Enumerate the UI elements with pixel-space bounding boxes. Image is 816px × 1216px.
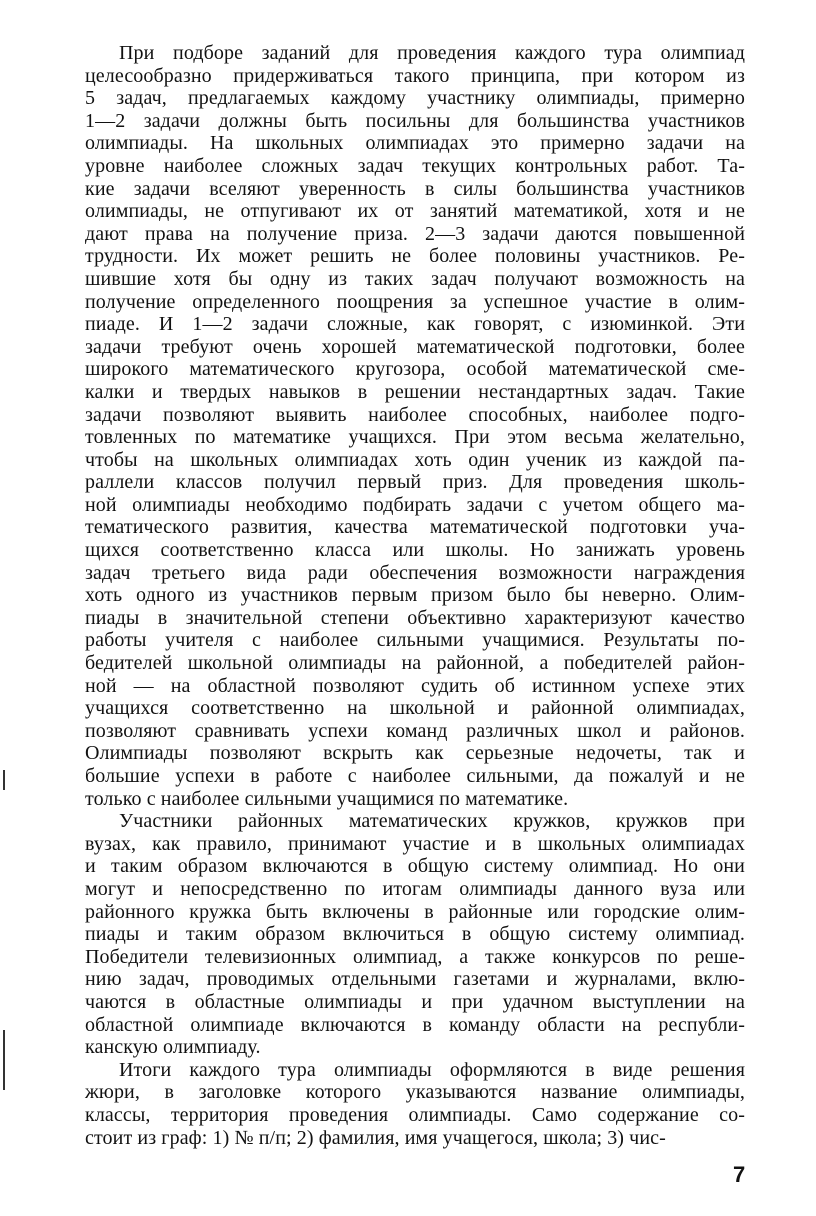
text-line: задачи требуют очень хорошей математической подготовки, более [85, 335, 745, 358]
text-line: канскую олимпиаду. [85, 1036, 261, 1059]
text-line: позволяют сравнивать успехи команд различных школ и районов. [85, 719, 745, 742]
text-line: кие задачи вселяют уверенность в силы большинства участников [85, 177, 745, 200]
text-line: трудности. Их может решить не более половины участников. Ре- [85, 245, 745, 268]
text-line: дают права на получение приза. 2—3 задачи даются повышенной [85, 222, 745, 245]
text-line: раллели классов получил первый приз. Для проведения школь- [85, 471, 745, 494]
text-line: работы учителя с наиболее сильными учащимися. Результаты по- [85, 629, 745, 652]
text-line: могут и непосредственно по итогам олимпиады данного вуза или [85, 877, 745, 900]
text-line: уровне наиболее сложных задач текущих контрольных работ. Та- [85, 154, 745, 177]
text-line: областной олимпиаде включаются в команду области на республи- [85, 1013, 745, 1036]
text-line: 5 задач, предлагаемых каждому участнику олимпиады, примерно [85, 87, 745, 110]
text-line: шившие хотя бы одну из таких задач получают возможность на [85, 267, 745, 290]
text-line: и таким образом включаются в общую систему олимпиад. Но они [85, 855, 745, 878]
text-line: целесообразно придерживаться такого принципа, при котором из [85, 64, 745, 87]
text-line: олимпиады. На школьных олимпиадах это примерно задачи на [85, 132, 745, 155]
text-line: При подборе заданий для проведения каждого тура олимпиад [119, 42, 745, 64]
text-line: только с наиболее сильными учащимися по математике. [85, 787, 569, 810]
text-line: чтобы на школьных олимпиадах хоть один ученик из каждой па- [85, 448, 745, 471]
text-line: щихся соответственно класса или школы. Но занижать уровень [85, 539, 745, 562]
text-line: широкого математического кругозора, особой математической сме- [85, 358, 745, 381]
text-line: стоит из граф: 1) № п/п; 2) фамилия, имя учащегося, школа; 3) чис- [85, 1126, 666, 1149]
text-line: жюри, в заголовке которого указываются название олимпиады, [85, 1081, 745, 1104]
text-line: Итоги каждого тура олимпиады оформляются в виде решения [119, 1058, 745, 1081]
text-line: чаются в областные олимпиады и при удачном выступлении на [85, 990, 745, 1013]
text-line: нию задач, проводимых отдельными газетами и журналами, вклю- [85, 968, 745, 991]
text-line: тематического развития, качества математической подготовки уча- [85, 516, 745, 539]
text-line: олимпиады, не отпугивают их от занятий математикой, хотя и не [85, 200, 745, 223]
text-line: учащихся соответственно на школьной и районной олимпиадах, [85, 697, 745, 720]
text-line: пиады в значительной степени объективно характеризуют качество [85, 606, 745, 629]
text-line: хоть одного из участников первым призом было бы неверно. Олим- [85, 584, 745, 607]
text-line: вузах, как правило, принимают участие и в школьных олимпиадах [85, 832, 745, 855]
text-line: пиаде. И 1—2 задачи сложные, как говорят, с изюминкой. Эти [85, 313, 745, 336]
text-line: Участники районных математических кружков, кружков при [119, 810, 745, 833]
text-line: классы, территория проведения олимпиады. Само содержание со- [85, 1103, 745, 1126]
text-line: ной — на областной позволяют судить об истинном успехе этих [85, 674, 745, 697]
text-line: калки и твердых навыков в решении нестандартных задач. Такие [85, 380, 745, 403]
text-line: получение определенного поощрения за успешное участие в олим- [85, 290, 745, 313]
text-line: ной олимпиады необходимо подбирать задачи с учетом общего ма- [85, 493, 745, 516]
text-line: 1—2 задачи должны быть посильны для большинства участников [85, 109, 745, 132]
text-line: пиады и таким образом включиться в общую систему олимпиад. [85, 923, 745, 946]
text-line: районного кружка быть включены в районные или городские олим- [85, 900, 745, 923]
text-line: задач третьего вида ради обеспечения возможности награждения [85, 561, 745, 584]
scan-mark [3, 770, 5, 790]
text-line: товленных по математике учащихся. При этом весьма желательно, [85, 426, 745, 449]
text-line: бедителей школьной олимпиады на районной, а победителей район- [85, 652, 745, 675]
text-line: Олимпиады позволяют вскрыть как серьезные недочеты, так и [85, 742, 745, 765]
text-line: задачи позволяют выявить наиболее способных, наиболее подго- [85, 403, 745, 426]
scan-mark [3, 1030, 5, 1090]
text-line: большие успехи в работе с наиболее сильными, да пожалуй и не [85, 765, 745, 787]
text-line: Победители телевизионных олимпиад, а также конкурсов по реше- [85, 945, 745, 968]
page-body [85, 42, 745, 1149]
page-number: 7 [733, 1162, 746, 1187]
